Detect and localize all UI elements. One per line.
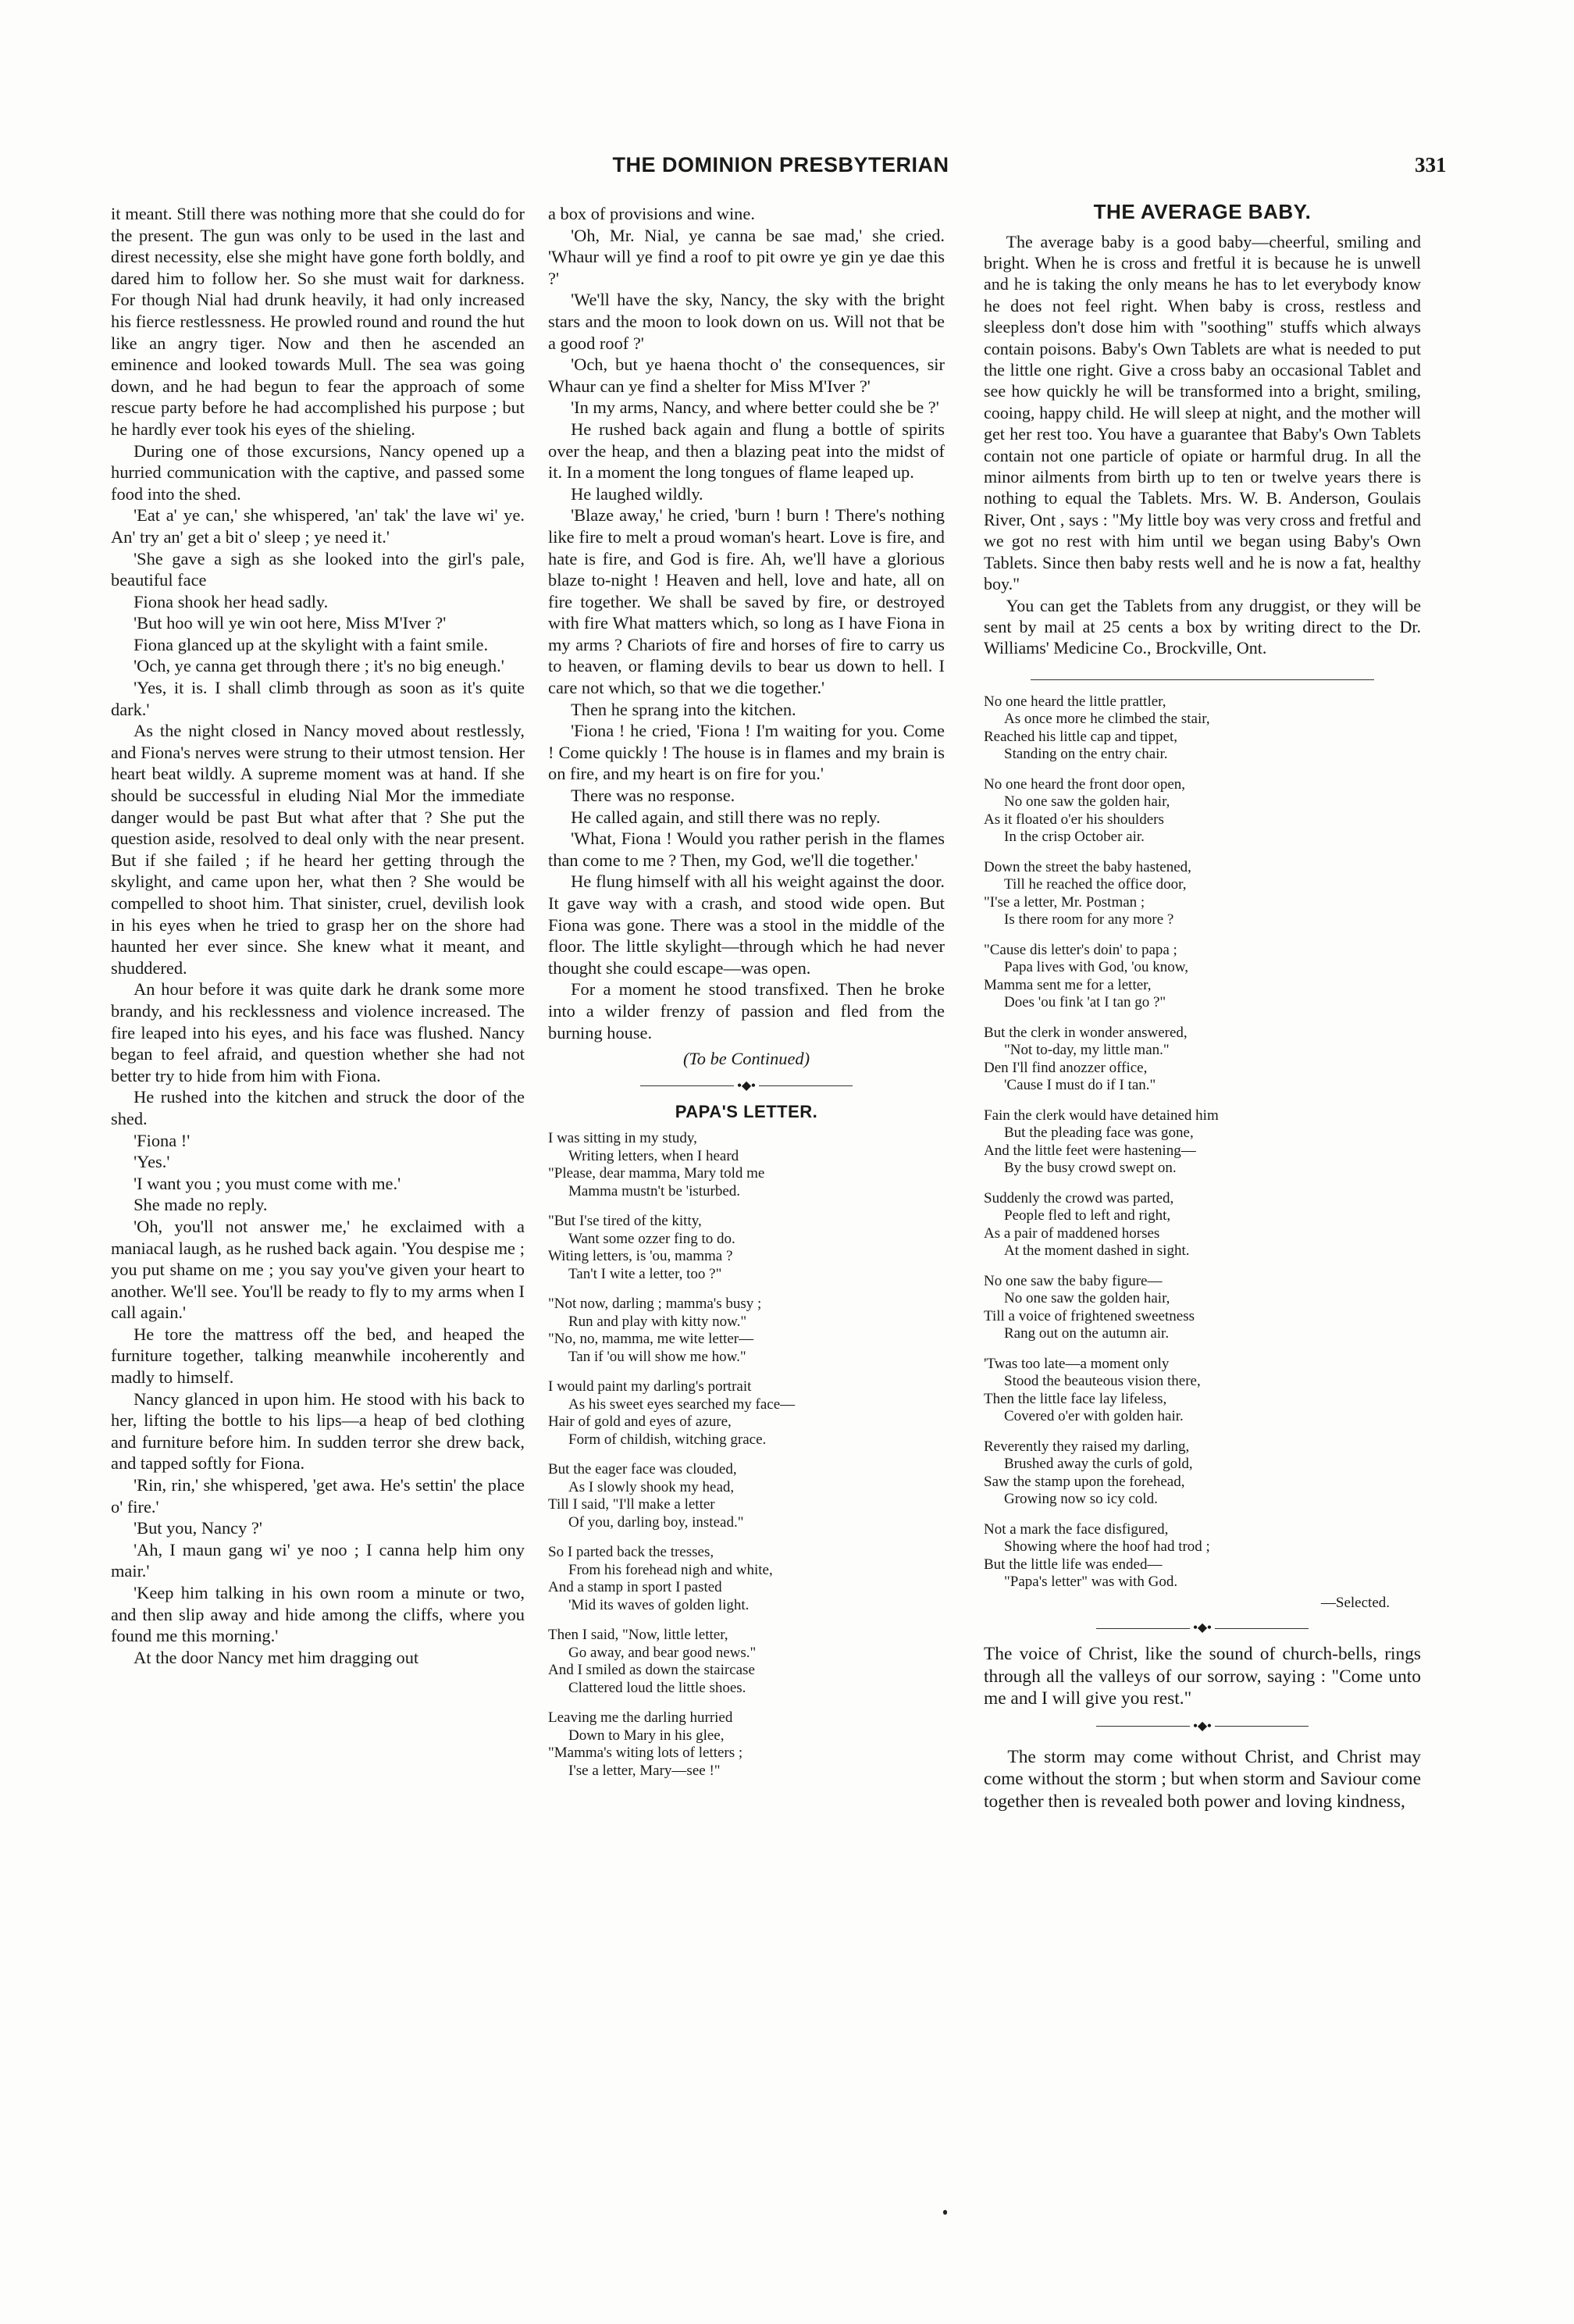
paragraph: You can get the Tablets from any druggist, or they will be sent by mail at 25 cents a box by writing direct to the Dr. Williams' Medicine Co., Brockville, Ont. xyxy=(984,595,1421,658)
poem-line: People fled to left and right, xyxy=(1004,1207,1171,1224)
paragraph: 'She gave a sigh as she looked into the girl's pale, beautiful face xyxy=(111,548,525,590)
poem-line: Reverently they raised my darling, xyxy=(984,1438,1190,1455)
paragraph: Fiona glanced up at the skylight with a faint smile. xyxy=(134,634,489,654)
paragraph: There was no response. xyxy=(571,786,735,806)
poem-line: Then I said, "Now, little letter, xyxy=(548,1627,728,1644)
paragraph: 'We'll have the sky, Nancy, the sky with the bright stars and the moon to look down on us. Will not that be a good roof ?' xyxy=(548,290,945,353)
average-baby-article xyxy=(984,231,1421,659)
poem-line: By the busy crowd swept on. xyxy=(1004,1160,1177,1177)
poem-line: Witing letters, is 'ou, mamma ? xyxy=(548,1248,733,1265)
baby-poem xyxy=(984,693,1421,1592)
paragraph: He called again, and still there was no reply. xyxy=(571,807,881,827)
poem-line: In the crisp October air. xyxy=(1004,829,1145,846)
poem-line: I was sitting in my study, xyxy=(548,1130,697,1147)
poem-line: From his forehead nigh and white, xyxy=(568,1561,773,1578)
stanza xyxy=(548,1544,945,1614)
poem-line: "Cause dis letter's doin' to papa ; xyxy=(984,941,1177,958)
poem-line: No one saw the golden hair, xyxy=(1004,1290,1170,1307)
papas-letter-title: PAPA'S LETTER. xyxy=(675,1101,818,1121)
poem-line: But the clerk in wonder answered, xyxy=(984,1024,1188,1041)
paragraph: 'Blaze away,' he cried, 'burn ! burn ! There's nothing like fire to melt a proud woman's heart. Love is fire, and hate is fire, and God is fire. Ah, we'll have a glorious blaze to-night ! Heaven and hell, love and hate, all on fire together. We shall be saved by fire, or destroyed with fire What matters which, so long as I have Fiona in my arms ? Chariots of fire and horses of fire to carry us to heaven, or flaming devils to bear us down to hell. I care not which, so that we die together.' xyxy=(548,505,945,698)
poem-line: Run and play with kitty now." xyxy=(568,1313,747,1330)
stanza xyxy=(548,1213,945,1283)
stanza xyxy=(984,942,1421,1012)
poem-line: Down to Mary in his glee, xyxy=(568,1727,725,1744)
paragraph: 'I want you ; you must come with me.' xyxy=(134,1173,401,1193)
poem-line: And a stamp in sport I pasted xyxy=(548,1579,722,1596)
poem-line: Stood the beauteous vision there, xyxy=(1004,1373,1201,1390)
poem-line: Till he reached the office door, xyxy=(1004,876,1187,893)
paragraph: it meant. Still there was nothing more that she could do for the present. The gun was only to be used in the last and direst necessity, else she might have gone forth boldly, and dared him to follow her. So she must wait for darkness. For though Nial had drunk heavily, it had only increased his fierce restlessness. He prowled round and round the hut like an angry tiger. Now and then he ascended an eminence and looked towards Mull. The sea was going down, and he had begun to fear the approach of some rescue party before he had accomplished his purpose ; but he hardly ever took his eyes of the shieling. xyxy=(111,204,525,439)
poem-line: Fain the clerk would have detained him xyxy=(984,1107,1219,1124)
stanza xyxy=(548,1378,945,1449)
page-number: 331 xyxy=(1415,153,1447,176)
paragraph: 'But you, Nancy ?' xyxy=(134,1518,262,1538)
poem-line: No one heard the front door open, xyxy=(984,775,1186,793)
poem-line: Covered o'er with golden hair. xyxy=(1004,1408,1184,1425)
paragraph: 'Keep him talking in his own room a minute or two, and then slip away and hide among the cliffs, where you found me this morning.' xyxy=(111,1583,525,1646)
paragraph: He tore the mattress off the bed, and heaped the furniture together, talking meanwhile incoherently and madly to himself. xyxy=(111,1324,525,1388)
ornament-divider-2: •◆• xyxy=(984,1621,1421,1634)
quote-storm: The storm may come without Christ, and Christ may come without the storm ; but when storm and Saviour come together then is revealed both power and loving kindness, xyxy=(984,1746,1421,1812)
poem-line: Of you, darling boy, instead." xyxy=(568,1513,744,1531)
papas-letter-poem xyxy=(548,1130,945,1780)
poem-line: "Please, dear mamma, Mary told me xyxy=(548,1165,765,1182)
paragraph: The average baby is a good baby—cheerful, smiling and bright. When he is cross and fretful it is because he is unwell and he is taking the only means he has to let everybody know he does not feel right. When baby is cross, restless and sleepless don't dose him with "soothing" stuffs which always contain poisons. Baby's Own Tablets are what is needed to put the little one right. Give a cross baby an occasional Tablet and see how quickly he will be transformed into a bright, smiling, cooing, happy child. He will sleep at night, and the mother will get her rest too. You have a guarantee that Baby's Own Tablets contain not one particle of opiate or harmful drug. In all the minor ailments from birth up to ten or twelve years there is nothing to equal the Tablets. Mrs. W. B. Anderson, Goulais River, Ont , says : "My little boy was very cross and fretful and we got no rest with him until we began using Baby's Own Tablets. Since then baby rests well and he is now a fat, healthy boy." xyxy=(984,231,1421,594)
page-title: THE DOMINION PRESBYTERIAN xyxy=(612,153,949,176)
paragraph: She made no reply. xyxy=(134,1195,268,1215)
paragraph: a box of provisions and wine. xyxy=(548,204,755,223)
paragraph: An hour before it was quite dark he drank some more brandy, and his recklessness and violence increased. The fire leaped into his eyes, and his face was flushed. Nancy began to feel afraid, and question whether she had not better try to hide from him with Fiona. xyxy=(111,979,525,1085)
poem-line: Suddenly the crowd was parted, xyxy=(984,1189,1174,1207)
paragraph: He rushed back again and flung a bottle of spirits over the heap, and then a blazing peat into the midst of it. In a moment the long tongues of flame leaped up. xyxy=(548,419,945,483)
paragraph: Then he sprang into the kitchen. xyxy=(571,699,796,719)
stanza xyxy=(984,1190,1421,1260)
poem-line: Hair of gold and eyes of azure, xyxy=(548,1413,732,1431)
poem-line: Is there room for any more ? xyxy=(1004,911,1174,929)
poem-line: Want some ozzer fing to do. xyxy=(568,1230,735,1247)
column-2 xyxy=(548,203,945,1792)
quote-voice-of-christ: The voice of Christ, like the sound of church-bells, rings through all the valleys of our sorrow, saying : "Come unto me and I will give you rest." xyxy=(984,1644,1421,1709)
poem-line: Not a mark the face disfigured, xyxy=(984,1520,1169,1538)
paragraph: 'In my arms, Nancy, and where better could she be ?' xyxy=(571,397,939,418)
stanza xyxy=(984,1438,1421,1509)
poem-line: Brushed away the curls of gold, xyxy=(1004,1456,1193,1473)
poem-line: "Not now, darling ; mamma's busy ; xyxy=(548,1296,762,1313)
poem-line: But the eager face was clouded, xyxy=(548,1461,737,1478)
poem-line: But the pleading face was gone, xyxy=(1004,1125,1194,1142)
poem-line: At the moment dashed in sight. xyxy=(1004,1242,1190,1260)
stanza xyxy=(984,1107,1421,1178)
poem-line: Down the street the baby hastened, xyxy=(984,858,1191,875)
poem-line: As his sweet eyes searched my face— xyxy=(568,1395,796,1413)
poem-line: And the little feet were hastening— xyxy=(984,1142,1196,1159)
poem-line: "But I'se tired of the kitty, xyxy=(548,1213,702,1230)
poem-line: "Mamma's witing lots of letters ; xyxy=(548,1745,743,1762)
poem-line: So I parted back the tresses, xyxy=(548,1544,714,1561)
paragraph: 'Och, ye canna get through there ; it's no big eneugh.' xyxy=(134,656,504,676)
poem-line: Growing now so icy cold. xyxy=(1004,1491,1158,1508)
poem-line: Standing on the entry chair. xyxy=(1004,746,1168,763)
poem-line: "Not to-day, my little man." xyxy=(1004,1042,1170,1059)
stanza xyxy=(984,1356,1421,1426)
paragraph: He rushed into the kitchen and struck the door of the shed. xyxy=(111,1087,525,1128)
column-1-story xyxy=(111,203,525,1668)
ornament-divider-3: •◆• xyxy=(984,1720,1421,1732)
stanza xyxy=(548,1130,945,1200)
poem-line: Mamma sent me for a letter, xyxy=(984,976,1152,993)
paragraph: During one of those excursions, Nancy opened up a hurried communication with the captive, and passed some food into the shed. xyxy=(111,440,525,504)
stanza xyxy=(984,1521,1421,1592)
poem-line: As once more he climbed the stair, xyxy=(1004,711,1210,728)
poem-line: But the little life was ended— xyxy=(984,1556,1163,1573)
paragraph: 'Fiona ! he cried, 'Fiona ! I'm waiting for you. Come ! Come quickly ! The house is in flames and my brain is on fire, and my heart is on fire for you.' xyxy=(548,721,945,784)
stanza xyxy=(984,1273,1421,1343)
poem-line: "No, no, mamma, me wite letter— xyxy=(548,1331,754,1348)
poem-line: Mamma mustn't be 'isturbed. xyxy=(568,1182,741,1199)
stanza xyxy=(984,693,1421,764)
poem-line: And I smiled as down the staircase xyxy=(548,1662,755,1679)
paragraph: 'Oh, Mr. Nial, ye canna be sae mad,' she cried. 'Whaur will ye find a roof to pit owre ye gin ye dae this ?' xyxy=(548,225,945,288)
poem-line: As I slowly shook my head, xyxy=(568,1478,735,1495)
poem-line: Saw the stamp upon the forehead, xyxy=(984,1473,1185,1490)
paragraph: As the night closed in Nancy moved about restlessly, and Fiona's nerves were strung to their utmost tension. Her heart beat wildly. A supreme moment was at hand. If she should be successful in eluding Nial Mor the immediate danger would be past But what after that ? She put the question aside, resolved to deal only with the near present. But if she failed ; if he heard her getting through the skylight, and came upon her, what then ? She would be compelled to shoot him. That sinister, cruel, devilish look in his eyes when he tried to grasp her on the shore had haunted her ever since. She knew what it meant, and shuddered. xyxy=(111,721,525,978)
poem-line: As a pair of maddened horses xyxy=(984,1224,1160,1242)
stanza xyxy=(984,859,1421,929)
poem-line: No one saw the golden hair, xyxy=(1004,793,1170,811)
poem-line: 'Twas too late—a moment only xyxy=(984,1355,1170,1372)
column-3 xyxy=(984,201,1421,1813)
stanza xyxy=(548,1461,945,1531)
poem-line: Tan if 'ou will show me how." xyxy=(568,1348,746,1365)
paragraph: 'What, Fiona ! Would you rather perish in the flames than come to me ? Then, my God, we'll die together.' xyxy=(548,829,945,870)
average-baby-title: THE AVERAGE BABY. xyxy=(1093,200,1312,223)
poem-line: Clattered loud the little shoes. xyxy=(568,1679,746,1696)
printer-mark xyxy=(943,2210,947,2215)
paragraph: 'Ah, I maun gang wi' ye noo ; I canna help him ony mair.' xyxy=(111,1539,525,1581)
poem-line: I would paint my darling's portrait xyxy=(548,1378,752,1395)
stanza xyxy=(984,1025,1421,1095)
ornament-rule xyxy=(984,673,1421,684)
poem-line: Papa lives with God, 'ou know, xyxy=(1004,959,1188,976)
poem-line: "I'se a letter, Mr. Postman ; xyxy=(984,893,1145,911)
paragraph: 'Rin, rin,' she whispered, 'get awa. He's settin' the place o' fire.' xyxy=(111,1475,525,1517)
stanza xyxy=(548,1296,945,1366)
paragraph: 'But hoo will ye win oot here, Miss M'Iver ?' xyxy=(134,613,447,633)
poem-line: Then the little face lay lifeless, xyxy=(984,1390,1167,1407)
paragraph: 'Yes.' xyxy=(134,1152,170,1172)
to-be-continued: (To be Continued) xyxy=(682,1049,810,1069)
paragraph: He flung himself with all his weight against the door. It gave way with a crash, and stood wide open. But Fiona was gone. There was a stool in the middle of the floor. The little skylight—through which he had never thought she could escape—was open. xyxy=(548,872,945,978)
poem-signature: —Selected. xyxy=(1320,1594,1390,1611)
poem-line: Form of childish, witching grace. xyxy=(568,1431,767,1448)
poem-line: Does 'ou fink 'at I tan go ?" xyxy=(1004,994,1166,1011)
paragraph: 'Och, but ye haena thocht o' the consequences, sir Whaur can ye find a shelter for Miss M'Iver ?' xyxy=(548,355,945,396)
story-continuation xyxy=(548,203,945,1043)
poem-line: Leaving me the darling hurried xyxy=(548,1709,733,1727)
poem-line: 'Cause I must do if I tan." xyxy=(1004,1077,1156,1094)
poem-line: No one heard the little prattler, xyxy=(984,693,1166,710)
poem-line: Tan't I wite a letter, too ?" xyxy=(568,1265,722,1282)
paragraph: He laughed wildly. xyxy=(571,483,703,504)
poem-line: "Papa's letter" was with God. xyxy=(1004,1574,1178,1591)
poem-line: I'se a letter, Mary—see !" xyxy=(568,1762,721,1779)
poem-line: Go away, and bear good news." xyxy=(568,1644,757,1661)
paragraph: Nancy glanced in upon him. He stood with his back to her, lifting the bottle to his lips—a heap of bed clothing and furniture before him. In sudden terror she drew back, and tapped softly for Fiona. xyxy=(111,1388,525,1474)
poem-line: Rang out on the autumn air. xyxy=(1004,1325,1170,1342)
poem-line: 'Mid its waves of golden light. xyxy=(568,1596,750,1613)
paragraph: Fiona shook her head sadly. xyxy=(134,591,329,611)
stanza xyxy=(548,1627,945,1697)
poem-line: No one saw the baby figure— xyxy=(984,1272,1163,1289)
poem-line: Den I'll find anozzer office, xyxy=(984,1059,1148,1076)
ornament-divider: •◆• xyxy=(548,1079,945,1092)
paragraph: For a moment he stood transfixed. Then he broke into a wilder frenzy of passion and fled from the burning house. xyxy=(548,979,945,1043)
stanza xyxy=(548,1709,945,1780)
poem-line: Reached his little cap and tippet, xyxy=(984,728,1177,745)
paragraph: At the door Nancy met him dragging out xyxy=(134,1647,419,1667)
paragraph: 'Fiona !' xyxy=(134,1130,191,1150)
poem-line: Till I said, "I'll make a letter xyxy=(548,1496,715,1513)
paragraph: 'Oh, you'll not answer me,' he exclaimed with a maniacal laugh, as he rushed back again. 'You despise me ; you put shame on me ; you say you've given your heart to another. We'll see. You'll be ready to fly to my arms when I call again.' xyxy=(111,1216,525,1323)
poem-line: Till a voice of frightened sweetness xyxy=(984,1307,1195,1324)
stanza xyxy=(984,776,1421,847)
poem-line: Writing letters, when I heard xyxy=(568,1147,739,1164)
poem-line: Showing where the hoof had trod ; xyxy=(1004,1538,1210,1556)
paragraph: 'Eat a' ye can,' she whispered, 'an' tak' the lave wi' ye. An' try an' get a bit o' sleep ; ye need it.' xyxy=(111,505,525,547)
poem-line: As it floated o'er his shoulders xyxy=(984,811,1164,828)
paragraph: 'Yes, it is. I shall climb through as soon as it's quite dark.' xyxy=(111,678,525,719)
